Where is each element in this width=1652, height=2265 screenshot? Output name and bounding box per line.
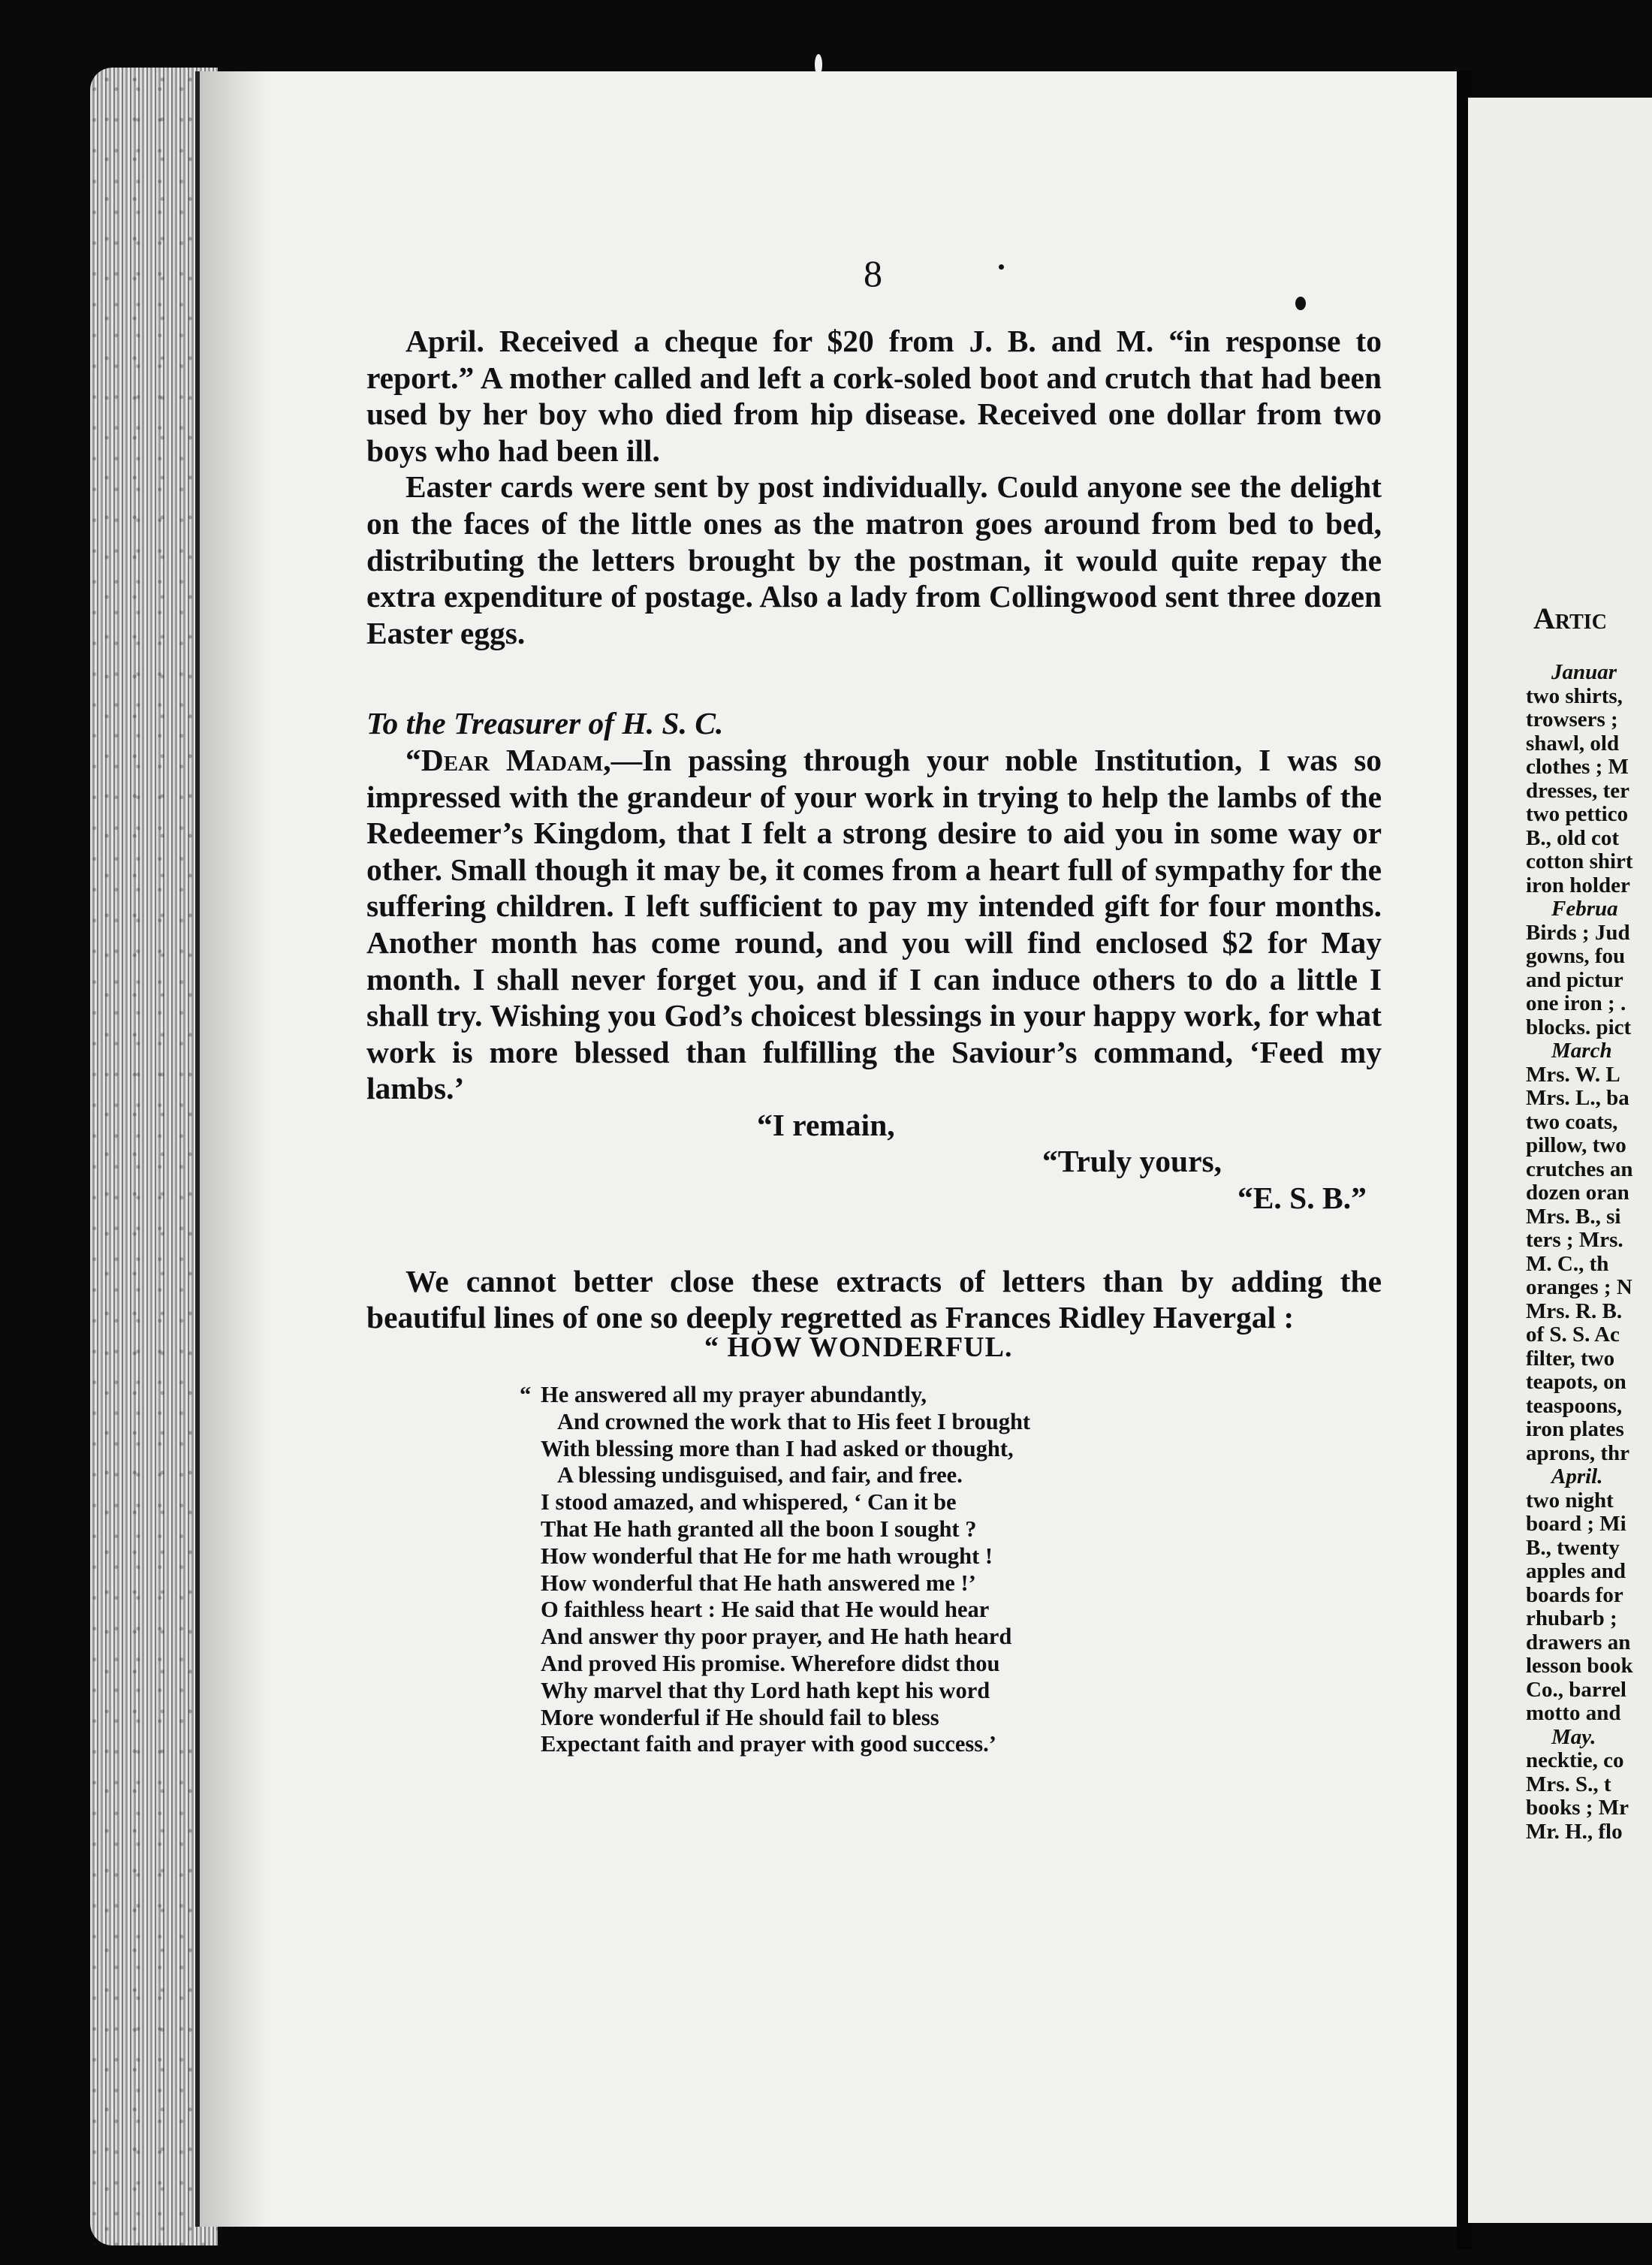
poem-line: And answer thy poor prayer, and He hath heard <box>541 1624 1012 1650</box>
right-page-line: rhubarb ; <box>1526 1606 1617 1630</box>
poem-line: More wonderful if He should fail to bless <box>541 1704 939 1730</box>
right-page-line: one iron ; . <box>1526 991 1626 1015</box>
right-page-line: aprons, thr <box>1526 1440 1630 1465</box>
right-page-line: Mrs. R. B. <box>1526 1298 1623 1323</box>
right-page-line: boards for <box>1526 1582 1623 1607</box>
poem-line: That He hath granted all the boon I sought ? <box>541 1516 977 1542</box>
right-page-line: Co., barrel <box>1526 1677 1626 1702</box>
letter-text: —In passing through your noble Institution, I was so impressed with the grandeur of your work in trying to help the lambs of the Redeemer’s Kingdom, that I felt a strong desire to aid you in some way or other. Small though it may be, it comes from a heart full of sympathy for the suffering children. I left sufficient to pay my intended gift for four months. Another month has come round, and you will find enclosed $2 for May month. I shall never forget you, and if I can induce others to do a little I shall try. Wishing you God’s choicest blessings in your happy work, for what work is more blessed than fulfilling the Saviour’s command, ‘Feed my lambs.’ <box>366 742 1382 1106</box>
right-page-line: iron holder <box>1526 873 1630 897</box>
right-page-line: pillow, two <box>1526 1133 1626 1157</box>
right-page-line: Mrs. S., t <box>1526 1772 1611 1796</box>
right-page-line: of S. S. Ac <box>1526 1323 1620 1347</box>
right-page-line: necktie, co <box>1526 1748 1624 1772</box>
letter-signature: “E. S. B.” <box>1237 1181 1367 1216</box>
right-page-list <box>1526 661 1633 1844</box>
poem-line: With blessing more than I had asked or thought, <box>541 1435 1014 1461</box>
page-body <box>366 323 1382 1336</box>
paragraph-easter: Easter cards were sent by post individually. Could anyone see the delight on the faces of the little ones as the matron goes around from bed to bed, distributing the letters brought by the postman, it would quite repay the extra expenditure of postage. Also a lady from Collingwood sent three dozen Easter eggs. <box>366 469 1382 650</box>
right-page-heading: Artic <box>1533 602 1607 635</box>
right-page-line: blocks. pict <box>1526 1015 1632 1039</box>
poem-line: A blessing undisguised, and fair, and free. <box>557 1462 963 1488</box>
poem-line: Expectant faith and prayer with good success.’ <box>541 1731 996 1757</box>
poem-line: “ He answered all my prayer abundantly, <box>520 1382 927 1407</box>
letter-remain: “I remain, <box>757 1107 895 1142</box>
right-page-line: dresses, ter <box>1526 778 1629 803</box>
letter-truly-yours: “Truly yours, <box>1042 1144 1222 1179</box>
ink-speck <box>815 54 822 75</box>
right-page-line: two shirts, <box>1526 683 1623 708</box>
right-page-line: board ; Mi <box>1526 1512 1626 1536</box>
page-number: 8 <box>864 252 882 294</box>
right-page-line: drawers an <box>1526 1630 1631 1654</box>
right-page-line: Mrs. L., ba <box>1526 1086 1629 1110</box>
right-page-line: gowns, fou <box>1526 944 1626 968</box>
right-page-line: dozen oran <box>1526 1181 1629 1205</box>
right-page-line: and pictur <box>1526 967 1623 992</box>
poem-line: And crowned the work that to His feet I brought <box>557 1408 1031 1434</box>
poem-line: How wonderful that He for me hath wrought ! <box>541 1543 993 1569</box>
ink-speck <box>1295 297 1306 310</box>
right-page-line: two night <box>1526 1488 1614 1513</box>
right-page-line: teapots, on <box>1526 1370 1626 1394</box>
right-page-line: teaspoons, <box>1526 1393 1623 1418</box>
right-page-line: trowsers ; <box>1526 707 1618 731</box>
paragraph-closing: We cannot better close these extracts of letters than by adding the beautiful lines of one so deeply regretted as Frances Ridley Havergal : <box>366 1263 1382 1335</box>
letter-salutation: To the Treasurer of H. S. C. <box>366 706 724 741</box>
right-page-line: books ; Mr <box>1526 1796 1629 1820</box>
right-page-line: two coats, <box>1526 1109 1618 1134</box>
right-page-line: B., old cot <box>1526 825 1620 850</box>
right-page-line: B., twenty <box>1526 1535 1620 1560</box>
poem-line: O faithless heart : He said that He would hear <box>541 1597 990 1623</box>
right-page-line: May. <box>1551 1724 1596 1749</box>
right-page-line: March <box>1551 1039 1612 1063</box>
right-page-line: Februa <box>1551 897 1618 921</box>
letter-opening: “Dear Madam, <box>405 742 611 777</box>
right-page-line: crutches an <box>1526 1157 1633 1181</box>
letter-body <box>366 742 1382 1107</box>
right-page-line: Birds ; Jud <box>1526 920 1630 945</box>
poem-line: Why marvel that thy Lord hath kept his word <box>541 1677 990 1703</box>
ink-speck <box>999 264 1004 270</box>
poem-line: And proved His promise. Wherefore didst thou <box>541 1650 1000 1676</box>
right-page-line: apples and <box>1526 1559 1626 1583</box>
right-page-line: clothes ; M <box>1526 755 1629 779</box>
right-page-line: April. <box>1551 1464 1603 1488</box>
right-page-line: Mrs. B., si <box>1526 1204 1621 1229</box>
poem <box>520 1382 1031 1758</box>
right-page-line: shawl, old <box>1526 731 1620 756</box>
right-page-line: cotton shirt <box>1526 849 1633 873</box>
right-page-line: filter, two <box>1526 1346 1615 1371</box>
poem-line: How wonderful that He hath answered me !’ <box>541 1570 976 1596</box>
right-page-line: two pettico <box>1526 802 1629 826</box>
right-page-line: M. C., th <box>1526 1251 1609 1276</box>
right-page-line: lesson book <box>1526 1654 1633 1678</box>
paragraph-april: April. Received a cheque for $20 from J. B. and M. “in response to report.” A mother called and left a cork-soled boot and crutch that had been used by her boy who died from hip disease. Received one dollar from two boys who had been ill. <box>366 324 1382 468</box>
right-page-line: ters ; Mrs. <box>1526 1228 1623 1252</box>
poem-title: “ HOW WONDERFUL. <box>704 1332 1013 1363</box>
right-page-line: Januar <box>1551 660 1617 684</box>
right-page-line: motto and <box>1526 1701 1621 1725</box>
right-page-line: Mrs. W. L <box>1526 1062 1620 1087</box>
right-page-line: iron plates <box>1526 1417 1624 1441</box>
poem-open-quote: “ <box>520 1382 532 1407</box>
right-page-line: oranges ; N <box>1526 1275 1632 1299</box>
poem-line: I stood amazed, and whispered, ‘ Can it be <box>541 1489 957 1516</box>
right-page-line: Mr. H., flo <box>1526 1819 1623 1844</box>
